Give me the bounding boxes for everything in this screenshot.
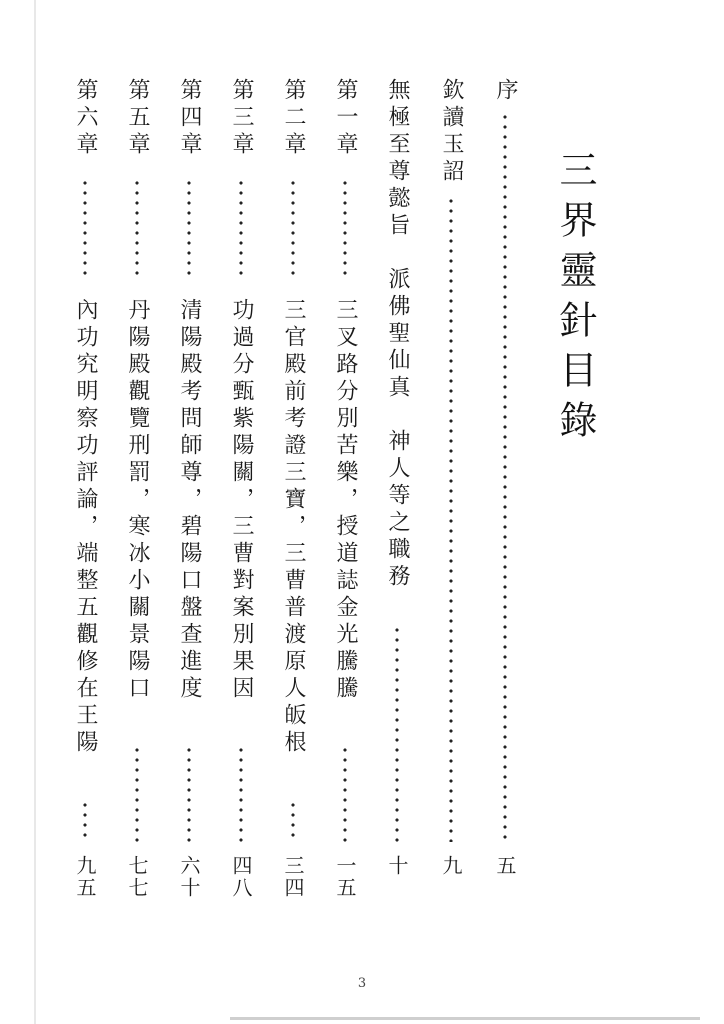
scan-edge [34,0,36,1024]
chapter-label: 第一章 [333,78,358,159]
toc-entry-preface[interactable] [490,0,520,1024]
chapter-label: 第六章 [73,78,98,159]
page-number: 3 [357,976,367,991]
entry-page-number: 六十 [177,855,201,899]
leader-dots [187,178,191,280]
leader-dots [503,112,507,842]
entry-page-number: 十 [385,855,409,877]
entry-page-number: 五 [493,855,517,877]
entry-page-number: 九五 [73,855,97,899]
toc-entry-chapter-3[interactable] [226,0,256,1024]
leader-dots [239,178,243,280]
chapter-label: 第二章 [281,78,306,159]
chapter-title: 三叉路分別苦樂，授道誌金光騰騰 [333,298,358,703]
entry-page-number: 四八 [229,855,253,899]
leader-dots [395,625,399,842]
chapter-label: 第五章 [125,78,150,159]
entry-subtitle: 佛聖仙真 神人等之職務 [385,294,410,591]
toc-entry-chapter-2[interactable] [278,0,308,1024]
toc-entry-chapter-5[interactable] [122,0,152,1024]
leader-dots [291,178,295,280]
entry-page-number: 一五 [333,855,357,899]
toc-entry-edict[interactable] [436,0,466,1024]
entry-heading: 欽讀玉詔 [439,78,464,186]
chapter-title: 清陽殿考問師尊，碧陽口盤查進度 [177,298,202,703]
leader-dots [343,745,347,842]
toc-entry-decree[interactable] [382,0,412,1024]
book-title: 三界靈針目錄 [553,150,597,450]
chapter-title: 內功究明察功評論，端整五觀修在王陽 [73,298,98,757]
leader-dots [291,800,295,842]
chapter-title: 三官殿前考證三寶，三曹普渡原人皈根 [281,298,306,757]
leader-dots [83,178,87,280]
leader-dots [449,196,453,842]
toc-entry-chapter-1[interactable] [330,0,360,1024]
chapter-label: 第三章 [229,78,254,159]
leader-dots [343,178,347,280]
leader-dots [187,745,191,842]
chapter-label: 第四章 [177,78,202,159]
toc-entry-chapter-6[interactable] [70,0,100,1024]
leader-dots [135,745,139,842]
entry-page-number: 七七 [125,855,149,899]
entry-heading: 序 [493,78,518,105]
entry-page-number: 九 [439,855,463,877]
scan-bottom-rule [230,1017,700,1020]
leader-dots [239,745,243,842]
leader-dots [83,800,87,842]
entry-page-number: 三四 [281,855,305,899]
chapter-title: 功過分甄紫陽關，三曹對案別果因 [229,298,254,703]
entry-heading: 無極至尊懿旨 派 [385,78,410,294]
chapter-title: 丹陽殿觀覽刑罰，寒冰小關景陽口 [125,298,150,703]
toc-entry-chapter-4[interactable] [174,0,204,1024]
leader-dots [135,178,139,280]
